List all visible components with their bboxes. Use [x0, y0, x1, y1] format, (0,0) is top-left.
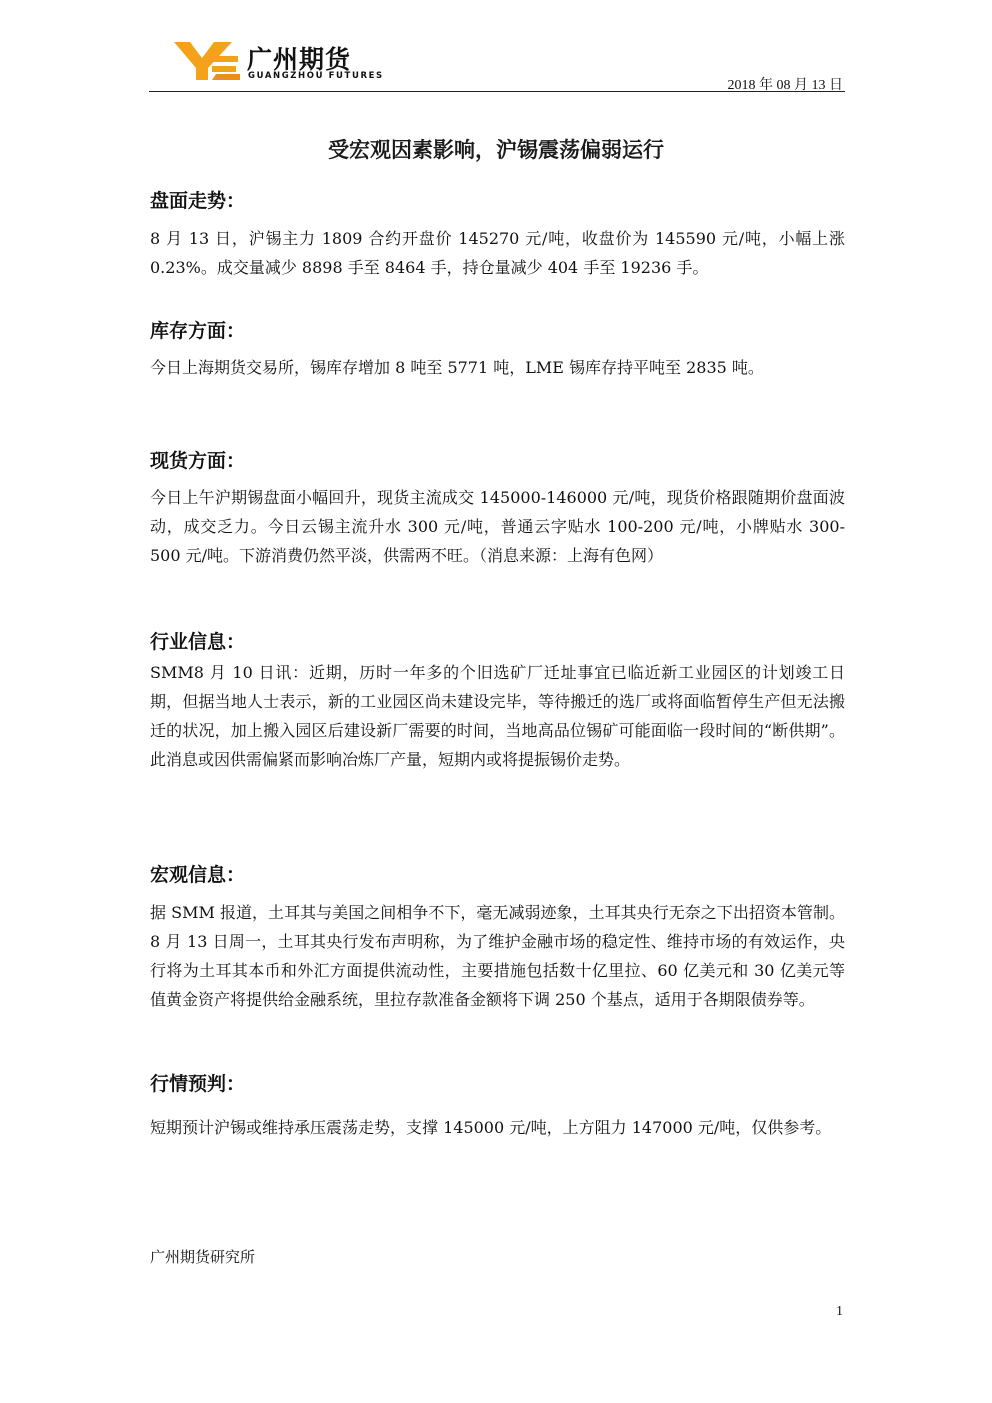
report-date: 2018 年 08 月 13 日: [727, 78, 843, 93]
section-body-industry: SMM8 月 10 日讯：近期，历时一年多的个旧选矿厂迁址事宜已临近新工业园区的计划竣工日期，但据当地人士表示，新的工业园区尚未建设完毕，等待搬迁的选厂或将面临暂停生产但无法搬迁的状况，加上搬入园区后建设新厂需要的时间，当地高品位锡矿可能面临一段时间的“断供期”。此消息或因供需偏紧而影响冶炼厂产量，短期内或将提振锡价走势。: [150, 663, 845, 769]
report-title: 受宏观因素影响，沪锡震荡偏弱运行: [328, 138, 664, 162]
section-body-outlook: 短期预计沪锡或维持承压震荡走势，支撑 145000 元/吨，上方阻力 147000 元/吨，仅供参考。: [150, 1118, 832, 1137]
section-heading-outlook: 行情预判：: [150, 1073, 246, 1095]
section-body-inventory: 今日上海期货交易所，锡库存增加 8 吨至 5771 吨，LME 锡库存持平吨至 2835 吨。: [150, 358, 764, 377]
company-logo: [172, 40, 384, 85]
section-heading-inventory: 库存方面：: [150, 320, 246, 342]
logo-mark-icon: [172, 40, 242, 82]
footer-organization: 广州期货研究所: [150, 1248, 256, 1266]
section-heading-market-trend: 盘面走势：: [150, 190, 246, 212]
section-body-market-trend: 8 月 13 日，沪锡主力 1809 合约开盘价 145270 元/吨，收盘价为 145590 元/吨，小幅上涨 0.23%。成交量减少 8898 手至 8464 手，持仓量减少 404 手至 19236 手。: [150, 229, 845, 277]
logo-chinese-name: 广州期货: [247, 45, 352, 74]
header-divider: [149, 91, 845, 92]
section-body-spot: 今日上午沪期锡盘面小幅回升，现货主流成交 145000-146000 元/吨，现货价格跟随期价盘面波动，成交乏力。今日云锡主流升水 300 元/吨，普通云字贴水 100-200 元/吨，小牌贴水 300-500 元/吨。下游消费仍然平淡，供需两不旺。（消息来源：上海有色网）: [150, 488, 845, 565]
page-number: 1: [836, 1304, 843, 1319]
logo-english-name: GUANGZHOU FUTURES: [248, 71, 384, 81]
section-heading-macro: 宏观信息：: [150, 864, 246, 886]
section-heading-spot: 现货方面：: [150, 450, 246, 472]
section-body-macro: 据 SMM 报道，土耳其与美国之间相争不下，毫无减弱迹象，土耳其央行无奈之下出招资本管制。 8 月 13 日周一，土耳其央行发布声明称，为了维护金融市场的稳定性、维持市场的有效运作，央行将为土耳其本币和外汇方面提供流动性，主要措施包括数十亿里拉、60 亿美元和 30 亿美元等值黄金资产将提供给金融系统，里拉存款准备金额将下调 250 个基点，适用于各期限债券等。: [150, 903, 845, 1009]
section-heading-industry: 行业信息：: [150, 631, 246, 653]
